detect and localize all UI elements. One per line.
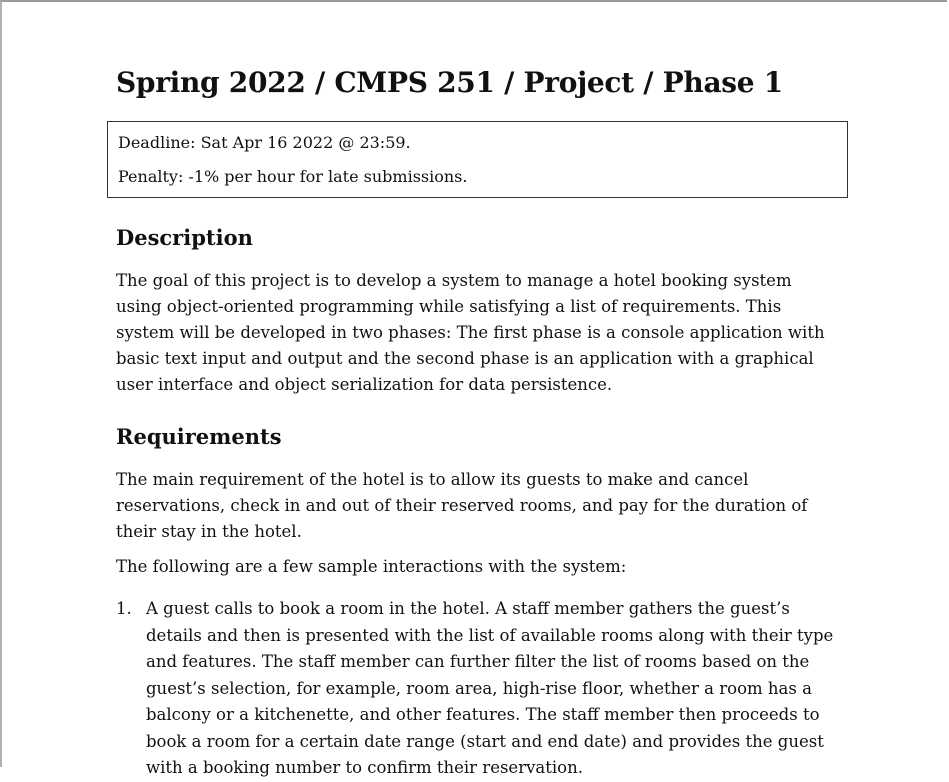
list-item (116, 596, 836, 782)
page-title: Spring 2022 / CMPS 251 / Project / Phase 1 (116, 66, 783, 99)
sample-interactions-list (116, 596, 851, 782)
requirements-heading: Requirements (116, 424, 282, 449)
requirements-section (116, 423, 851, 782)
list-item-number: 1. (116, 599, 132, 618)
description-heading: Description (116, 225, 253, 250)
list-item-text: A guest calls to book a room in the hotel. A staff member gathers the guest’s details and then is presented with the list of available rooms along with their type and features. The staff member can further filter the list of rooms based on the guest’s selection, for example, room area, high-rise floor, whether a room has a balcony or a kitchenette, and other features. The staff member then proceeds to book a room for a certain date range (start and end date) and provides the guest with a booking number to confirm their reservation. (146, 599, 834, 777)
description-section (116, 224, 851, 398)
document-content (116, 64, 851, 777)
deadline-info-box (107, 121, 848, 198)
requirements-intro-paragraph: The main requirement of the hotel is to allow its guests to make and cancel reservations, check in and out of their reserved rooms, and pay for the duration of their stay in the hotel. (116, 470, 808, 541)
sample-interactions-intro: The following are a few sample interactions with the system: (116, 557, 627, 576)
penalty-text: Penalty: -1% per hour for late submissions. (118, 167, 468, 186)
description-paragraph: The goal of this project is to develop a system to manage a hotel booking system using object-oriented programming while satisfying a list of requirements. This system will be developed in two phases: The first phase is a console application with basic text input and output and the second phase is an application with a graphical user interface and object serialization for data persistence. (116, 271, 825, 394)
deadline-text: Deadline: Sat Apr 16 2022 @ 23:59. (118, 133, 411, 152)
